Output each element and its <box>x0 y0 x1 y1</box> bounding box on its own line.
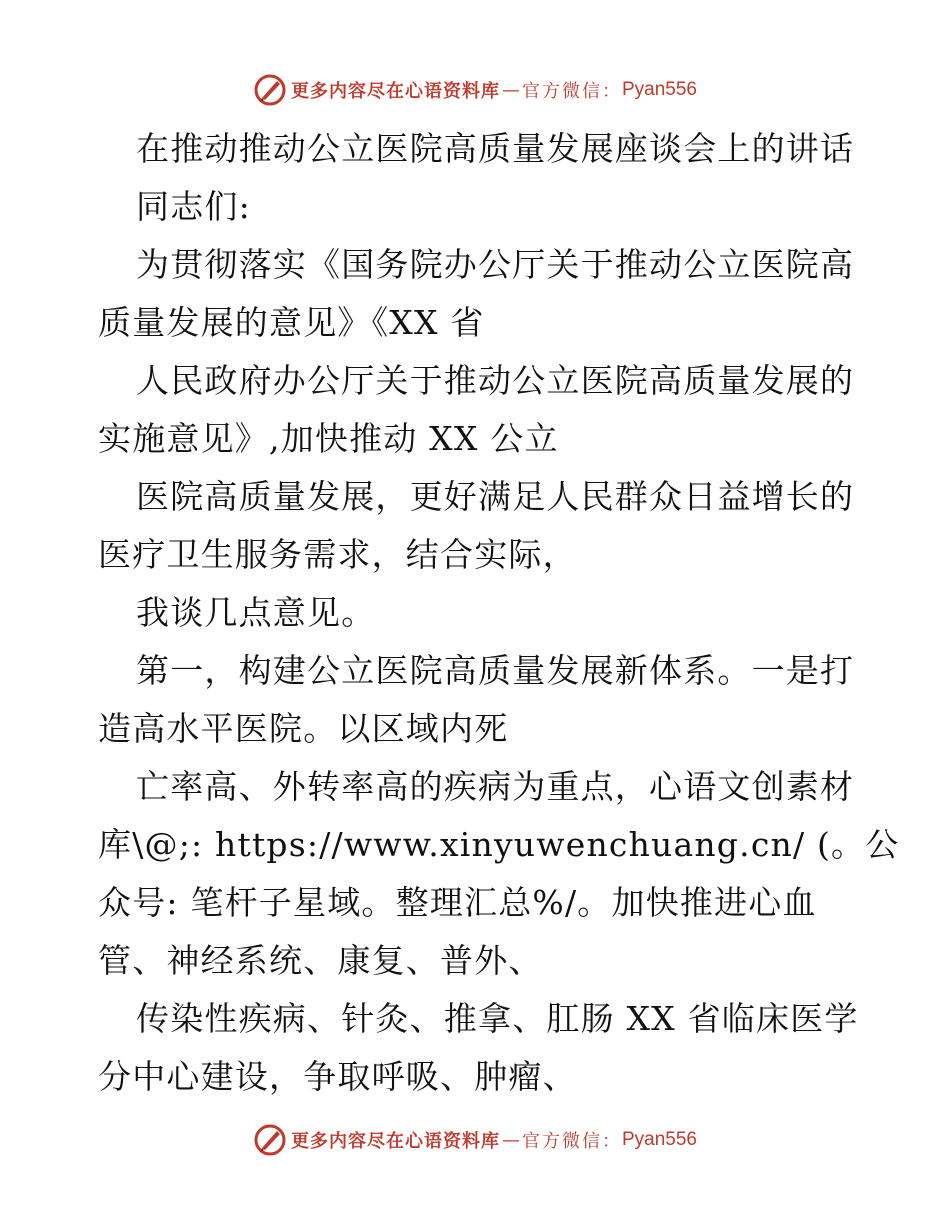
paragraph-line: 医疗卫生服务需求，结合实际， <box>98 535 577 574</box>
watermark-brand: 更多内容尽在心语资料库 <box>290 81 500 102</box>
paragraph-line: 管、神经系统、康复、普外、 <box>98 941 543 980</box>
paragraph-line: 我谈几点意见。 <box>136 593 376 632</box>
paragraph-line: 分中心建设，争取呼吸、肿瘤、 <box>98 1057 577 1096</box>
paragraph-line: 实施意见》,加快推动 XX 公立 <box>98 419 559 458</box>
pen-logo-icon <box>253 1123 287 1157</box>
watermark-header <box>0 70 950 110</box>
paragraph-line: 医院高质量发展，更好满足人民群众日益增长的 <box>136 477 855 516</box>
watermark-wechat-id: Pyan556 <box>621 1129 697 1150</box>
paragraph-line: 亡率高、外转率高的疾病为重点，心语文创素材 <box>136 767 855 806</box>
paragraph-line: 第一，构建公立医院高质量发展新体系。一是打 <box>136 651 855 690</box>
paragraph-line: 质量发展的意见》《XX 省 <box>98 303 485 342</box>
paragraph-line: 库\@;: https://www.xinyuwenchuang.cn/ (。公 <box>98 825 900 864</box>
speech-title: 在推动推动公立医院高质量发展座谈会上的讲话 <box>136 129 855 168</box>
watermark-brand: 更多内容尽在心语资料库 <box>290 1131 500 1152</box>
paragraph-line: 人民政府办公厅关于推动公立医院高质量发展的 <box>136 361 855 400</box>
watermark-footer <box>0 1120 950 1160</box>
document-body <box>98 120 900 1106</box>
watermark-dash: — <box>501 79 520 101</box>
salutation: 同志们: <box>136 187 251 226</box>
paragraph-line: 为贯彻落实《国务院办公厅关于推动公立医院高 <box>136 245 855 284</box>
watermark-official: 官方微信： <box>521 81 622 102</box>
paragraph-line: 造高水平医院。以区域内死 <box>98 709 509 748</box>
paragraph-line: 传染性疾病、针灸、推拿、肛肠 XX 省临床医学 <box>136 999 859 1038</box>
watermark-dash: — <box>501 1129 520 1151</box>
paragraph-line: 众号: 笔杆子星域。整理汇总%/。加快推进心血 <box>98 883 817 922</box>
watermark-wechat-id: Pyan556 <box>621 79 697 100</box>
watermark-official: 官方微信： <box>521 1131 622 1152</box>
pen-logo-icon <box>253 73 287 107</box>
